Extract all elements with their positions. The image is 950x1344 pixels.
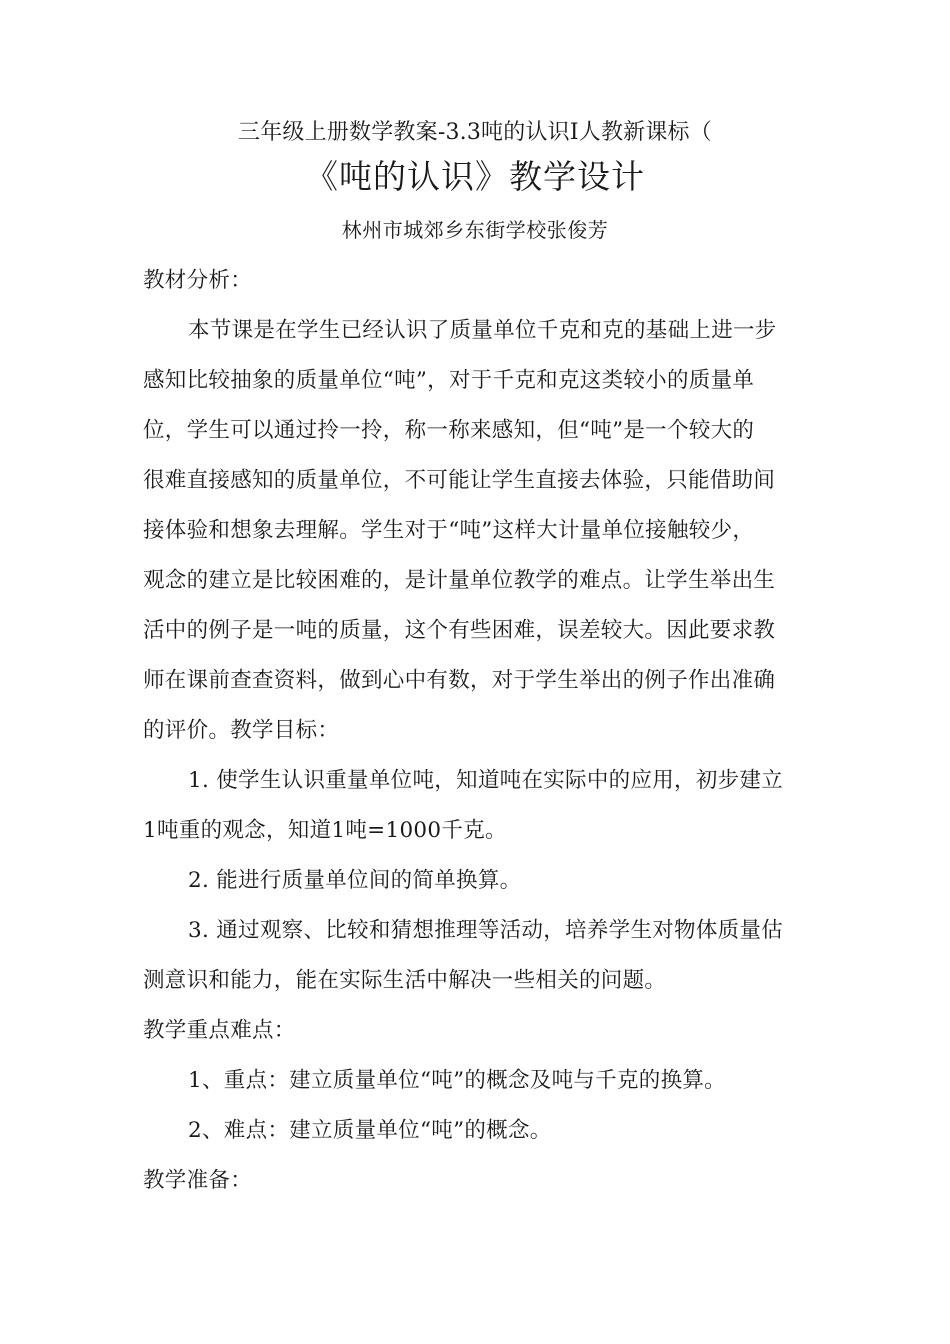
paragraph-line: 接体验和想象去理解。学生对于“吨”这样大计量单位接触较少，: [143, 518, 755, 543]
goal-line: 1. 使学生认识重量单位吨，知道吨在实际中的应用，初步建立: [188, 768, 784, 793]
paragraph-line: 的评价。教学目标：: [143, 718, 340, 743]
paragraph-line: 本节课是在学生已经认识了质量单位千克和克的基础上进一步: [188, 318, 777, 343]
paragraph-line: 观念的建立是比较困难的，是计量单位教学的难点。让学生举出生: [143, 568, 776, 593]
goal-line: 3. 通过观察、比较和猜想推理等活动，培养学生对物体质量估: [188, 918, 784, 943]
author-line: 林州市城郊乡东街学校张俊芳: [341, 218, 609, 242]
document-title: 三年级上册数学教案-3.3吨的认识Ⅰ人教新课标（: [238, 120, 712, 145]
paragraph-line: 很难直接感知的质量单位，不可能让学生直接去体验，只能借助间: [143, 468, 776, 493]
section-heading-preparation: 教学准备：: [143, 1168, 253, 1193]
paragraph-line: 感知比较抽象的质量单位“吨”，对于千克和克这类较小的质量单: [143, 368, 755, 393]
goal-line: 2. 能进行质量单位间的简单换算。: [188, 868, 522, 893]
document-subtitle: 《吨的认识》教学设计: [305, 157, 645, 196]
section-heading-key-points: 教学重点难点：: [143, 1018, 296, 1043]
goal-line: 测意识和能力，能在实际生活中解决一些相关的问题。: [143, 968, 667, 993]
goal-line: 1吨重的观念，知道1吨=1000千克。: [143, 818, 507, 843]
key-point-line: 2、难点：建立质量单位“吨”的概念。: [188, 1118, 552, 1143]
paragraph-line: 师在课前查查资料，做到心中有数，对于学生举出的例子作出准确: [143, 668, 776, 693]
section-heading-materials: 教材分析：: [143, 268, 253, 293]
paragraph-line: 位，学生可以通过拎一拎，称一称来感知，但“吨”是一个较大的: [143, 418, 755, 443]
key-point-line: 1、重点：建立质量单位“吨”的概念及吨与千克的换算。: [188, 1068, 726, 1093]
paragraph-line: 活中的例子是一吨的质量，这个有些困难，误差较大。因此要求教: [143, 618, 776, 643]
